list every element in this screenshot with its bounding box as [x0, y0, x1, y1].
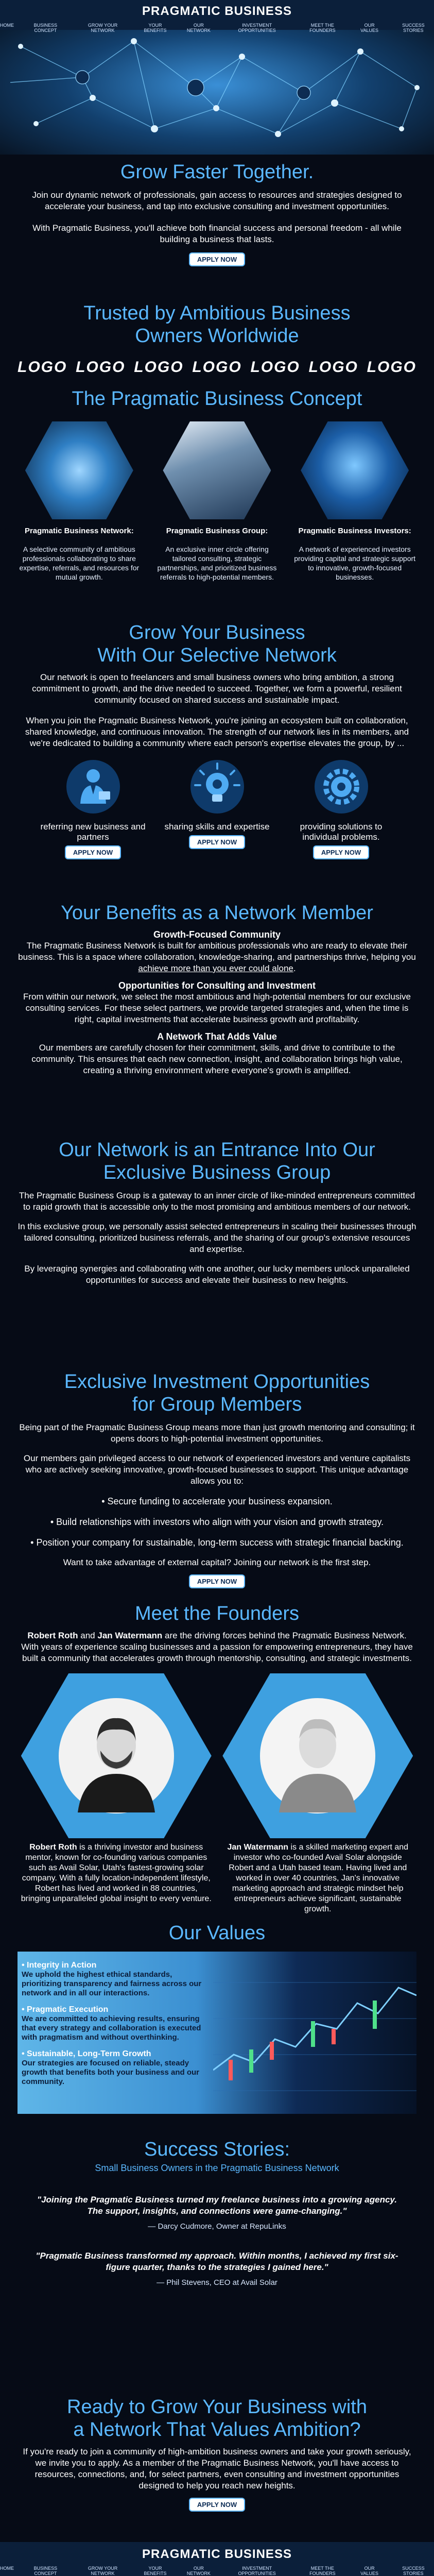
investment-title-line-1: Exclusive Investment Opportunities: [64, 1371, 370, 1393]
concept-card-heading: Pragmatic Business Group:: [166, 527, 268, 535]
nav-success-stories[interactable]: SUCCESS STORIES: [402, 23, 425, 33]
investment-apply-button[interactable]: APPLY NOW: [189, 1574, 245, 1588]
testimonial-cite: — Darcy Cudmore, Owner at RepuLinks: [148, 2222, 286, 2231]
success-subtitle: Small Business Owners in the Pragmatic Business Network: [95, 2163, 339, 2173]
footer-nav-values[interactable]: OUR VALUES: [360, 2566, 379, 2576]
intro-apply-button[interactable]: APPLY NOW: [189, 252, 245, 266]
cta-title-line-2: a Network That Values Ambition?: [73, 2419, 361, 2441]
nav-our-network[interactable]: OUR NETWORK: [186, 23, 211, 33]
partner-logo: LOGO: [192, 359, 242, 376]
benefits-section: [0, 902, 434, 1076]
grow-item-label: providing solutions to individual problems.: [300, 822, 383, 842]
trusted-title-line-1: Trusted by Ambitious Business: [83, 302, 351, 324]
grow-title-line-1: Grow Your Business: [129, 622, 305, 643]
nav-investment[interactable]: INVESTMENT OPPORTUNITIES: [238, 23, 276, 33]
cta-title-line-1: Ready to Grow Your Business with: [67, 2396, 367, 2418]
network-globe-image: [25, 421, 133, 519]
concept-title: The Pragmatic Business Concept: [72, 388, 362, 410]
referral-person-icon: [65, 758, 121, 815]
group-meeting-image: [163, 421, 271, 519]
intro-section: [0, 161, 434, 266]
concept-card-heading: Pragmatic Business Investors:: [298, 527, 411, 535]
investors-handshake-image: [301, 421, 409, 519]
footer-nav-business-concept[interactable]: BUSINESS CONCEPT: [33, 2566, 58, 2576]
partner-logo: LOGO: [134, 359, 184, 376]
intro-paragraph-2: With Pragmatic Business, you'll achieve both financial success and personal freedom - all while building a business that lasts.: [32, 223, 402, 244]
value-text: We are committed to achieving results, ensuring that every strategy and collaboration is executed with pragmatism and without overthinking.: [22, 2014, 201, 2042]
values-panel: [18, 1952, 416, 2114]
value-heading: • Integrity in Action: [22, 1961, 97, 1970]
values-title: Our Values: [168, 1922, 266, 1944]
site-footer: [0, 2542, 434, 2576]
investment-bullet: • Secure funding to accelerate your business expansion.: [101, 1496, 333, 1506]
founder-bio-text: is a thriving investor and business mentor, known for co-founding various companies such as Avail Solar, Utah's fastest-growing solar company. With a fully location-independent lifestyle, Robert has lived and worked in 88 countries, bringing unparalleled global insight to every venture.: [21, 1843, 212, 1903]
concept-cards: [0, 421, 434, 582]
benefit-text-community: [0, 940, 434, 974]
trusted-title-line-2: Owners Worldwide: [135, 325, 299, 347]
value-heading: • Pragmatic Execution: [22, 2005, 109, 2014]
benefits-title: Your Benefits as a Network Member: [61, 902, 373, 924]
partner-logo: LOGO: [250, 359, 300, 376]
entrance-title-line-1: Our Network is an Entrance Into Our: [59, 1139, 375, 1161]
grow-items: [0, 758, 434, 859]
founder-portrait-robert: [57, 1697, 176, 1815]
partner-logo: LOGO: [18, 359, 67, 376]
founder-bio: [222, 1842, 413, 1914]
grow-apply-button[interactable]: APPLY NOW: [313, 845, 369, 859]
founder-photo-frame: [222, 1673, 413, 1838]
entrance-section: [0, 1139, 434, 1286]
investment-bullet: • Position your company for sustainable, long-term success with strategic financial backing.: [30, 1537, 404, 1548]
benefit-text-part: .: [293, 963, 296, 973]
grow-item-label: sharing skills and expertise: [164, 822, 270, 832]
concept-section: [0, 387, 434, 582]
founder-name-inline: Jan Watermann: [97, 1631, 163, 1640]
partner-logo: LOGO: [76, 359, 126, 376]
investment-paragraph-2: Our members gain privileged access to our network of experienced investors and venture capitalists who are actively seeking innovative, growth-focused businesses to support. This unique advantage allows you to:: [23, 1453, 411, 1486]
founder-name: Robert Roth: [29, 1843, 77, 1852]
concept-card-text: An exclusive inner circle offering tailored consulting, strategic partnerships, and prioritized business referrals to high-potential members.: [157, 545, 277, 581]
grow-item-label: referring new business and partners: [40, 822, 146, 842]
benefit-heading-value: A Network That Adds Value: [157, 1031, 277, 1042]
partner-logos: [0, 359, 434, 376]
nav-home[interactable]: HOME: [0, 23, 14, 28]
grow-item-sharing: [163, 758, 271, 859]
grow-apply-button[interactable]: APPLY NOW: [189, 835, 245, 849]
grow-section: [0, 621, 434, 859]
founder-bio: [21, 1842, 212, 1904]
testimonial-cite: — Phil Stevens, CEO at Avail Solar: [157, 2278, 277, 2287]
nav-business-concept[interactable]: BUSINESS CONCEPT: [33, 23, 58, 33]
top-nav: [0, 23, 434, 33]
footer-nav: [0, 2566, 434, 2576]
founder-card-robert: [21, 1673, 212, 1914]
nav-values[interactable]: OUR VALUES: [360, 23, 379, 33]
footer-nav-success-stories[interactable]: SUCCESS STORIES: [402, 2566, 425, 2576]
intro-paragraph-1: Join our dynamic network of professionals, gain access to resources and strategies designed to accelerate your business, and tap into exclusive consulting and investment opportunities.: [32, 190, 402, 211]
founder-name: Jan Watermann: [227, 1843, 289, 1852]
benefit-text-consulting: From within our network, we select the most ambitious and high-potential members for our exclusive consulting services. For these select partners, we provide targeted strategies and, when the time is right, capital investments that accelerate business growth and profitability.: [23, 992, 411, 1024]
cta-apply-button[interactable]: APPLY NOW: [189, 2498, 245, 2512]
grow-paragraph-2: When you join the Pragmatic Business Network, you're joining an ecosystem built on collaboration, shared knowledge, and continuous innovation. The strength of our network lies in its members, and we're dedicated to building a community where each person's expertise elevates the group, by ...: [25, 716, 409, 748]
founder-card-jan: [222, 1673, 413, 1914]
founder-cards: [0, 1673, 434, 1914]
grow-title-line-2: With Our Selective Network: [97, 645, 337, 666]
founder-bio-text: is a skilled marketing expert and investor who co-founded Avail Solar alongside Robert and a Utah based team. Having lived and worked in over 40 countries, Jan's innovative marketing approach and strategic mindset help entrepreneurs achieve significant, sustainable growth.: [229, 1843, 409, 1913]
investment-title-line-2: for Group Members: [132, 1394, 302, 1415]
concept-card-text: A selective community of ambitious professionals collaborating to share expertise, referrals, and resources for mutual growth.: [19, 545, 140, 581]
lightbulb-icon: [189, 758, 246, 815]
values-list: [22, 1957, 212, 2087]
entrance-paragraph-1: The Pragmatic Business Group is a gateway to an inner circle of like-minded entrepreneurs committed to rapid growth that is accessible only to the most promising and ambitious members of our network.: [19, 1191, 415, 1212]
founders-title: Meet the Founders: [135, 1603, 299, 1624]
grow-paragraph-1: Our network is open to freelancers and small business owners who bring ambition, a strong commitment to growth, and the drive needed to succeed. Together, we form a powerful, resilient community focused on shared success and sustainable impact.: [32, 672, 402, 705]
investment-bullet: • Build relationships with investors who align with your vision and growth strategy.: [50, 1517, 384, 1527]
founder-portrait-jan: [258, 1697, 377, 1815]
cta-section: [0, 2396, 434, 2512]
concept-card-heading: Pragmatic Business Network:: [24, 527, 134, 535]
success-section: [0, 2138, 434, 2287]
footer-nav-benefits[interactable]: YOUR BENEFITS: [144, 2566, 167, 2576]
concept-card-network: [18, 421, 141, 582]
concept-card-text: A network of experienced investors providing capital and strategic support to innovative, growth-focused businesses.: [294, 545, 416, 581]
benefit-heading-community: Growth-Focused Community: [153, 929, 281, 940]
grow-item-referring: [39, 758, 147, 859]
partner-logo: LOGO: [308, 359, 358, 376]
footer-nav-home[interactable]: HOME: [0, 2566, 14, 2571]
investment-paragraph-1: Being part of the Pragmatic Business Group means more than just growth mentoring and consulting; it opens doors to high-potential investment opportunities.: [19, 1422, 415, 1444]
entrance-paragraph-3: By leveraging synergies and collaborating with one another, our lucky members unlock unparalleled opportunities for success and elevate their business to new heights.: [24, 1264, 410, 1285]
values-title-wrap: [0, 1922, 434, 1944]
footer-nav-our-network[interactable]: OUR NETWORK: [186, 2566, 211, 2576]
founders-intro-part: and: [78, 1631, 98, 1640]
benefit-text-part: The Pragmatic Business Network is built for ambitious professionals who are ready to elevate their business. This is a space where collaboration, knowledge-sharing, and partnerships thrive, helping you: [18, 941, 416, 962]
site-header: [0, 0, 434, 33]
entrance-paragraph-2: In this exclusive group, we personally assist selected entrepreneurs in scaling their businesses through tailored consulting, prioritized business referrals, and the sharing of our group's extensive resources and expertise.: [18, 1222, 416, 1254]
value-text: We uphold the highest ethical standards, prioritizing transparency and fairness across our network and in all our interactions.: [22, 1970, 202, 1997]
benefit-inline-link[interactable]: achieve more than you ever could alone: [138, 963, 293, 973]
footer-brand[interactable]: PRAGMATIC BUSINESS: [142, 2547, 292, 2561]
founders-intro: [0, 1630, 434, 1664]
founders-intro-part: are the driving forces behind the Pragmatic Business Network. With years of experience scaling businesses and a passion for empowering entrepreneurs, they have built a community that accelerates growth through mentorship, consulting, and strategic investments.: [21, 1631, 413, 1663]
benefit-heading-consulting: Opportunities for Consulting and Investment: [118, 980, 316, 991]
partner-logo: LOGO: [367, 359, 416, 376]
grow-apply-button[interactable]: APPLY NOW: [65, 845, 121, 859]
footer-nav-investment[interactable]: INVESTMENT OPPORTUNITIES: [238, 2566, 276, 2576]
nav-founders[interactable]: MEET THE FOUNDERS: [309, 23, 336, 33]
cta-paragraph: If you're ready to join a community of high-ambition business owners and take your growth seriously, we invite you to apply. As a member of the Pragmatic Business Network, you'll have access to resources, connections, and, for select partners, even consulting and investment opportunities designed to help you reach new heights.: [23, 2447, 411, 2490]
investment-closing: Want to take advantage of external capital? Joining our network is the first step.: [63, 1557, 371, 1567]
gear-head-icon: [313, 758, 370, 815]
value-text: Our strategies are focused on reliable, steady growth that benefits both your business and our community.: [22, 2059, 200, 2086]
intro-title: Grow Faster Together.: [120, 161, 314, 183]
grow-item-solutions: [287, 758, 395, 859]
founder-photo-frame: [21, 1673, 212, 1838]
founder-name-inline: Robert Roth: [27, 1631, 78, 1640]
success-title: Success Stories:: [144, 2139, 290, 2160]
testimonial-quote: "Pragmatic Business transformed my approach. Within months, I achieved my first six-figure quarter, thanks to the strategies I gained here.": [36, 2251, 398, 2272]
nav-benefits[interactable]: YOUR BENEFITS: [144, 23, 167, 33]
footer-nav-founders[interactable]: MEET THE FOUNDERS: [309, 2566, 336, 2576]
brand-logo[interactable]: PRAGMATIC BUSINESS: [142, 4, 292, 18]
value-heading: • Sustainable, Long-Term Growth: [22, 2049, 151, 2058]
investment-section: [0, 1370, 434, 1588]
stock-chart-image: [213, 1952, 416, 2114]
benefit-text-value: Our members are carefully chosen for their commitment, skills, and drive to contribute to the community. This ensures that each new connection, insight, and collaboration brings high value, creating a thriving environment where everyone's growth is amplified.: [31, 1043, 403, 1075]
nav-grow-network[interactable]: GROW YOUR NETWORK: [88, 23, 118, 33]
trusted-section: [0, 302, 434, 376]
testimonial-quote: "Joining the Pragmatic Business turned my freelance business into a growing agency. The support, insights, and connections were game-changing.": [37, 2195, 397, 2216]
footer-nav-grow-network[interactable]: GROW YOUR NETWORK: [88, 2566, 118, 2576]
founders-section: [0, 1602, 434, 1914]
concept-card-group: [155, 421, 279, 582]
entrance-title-line-2: Exclusive Business Group: [103, 1162, 331, 1183]
concept-card-investors: [293, 421, 416, 582]
